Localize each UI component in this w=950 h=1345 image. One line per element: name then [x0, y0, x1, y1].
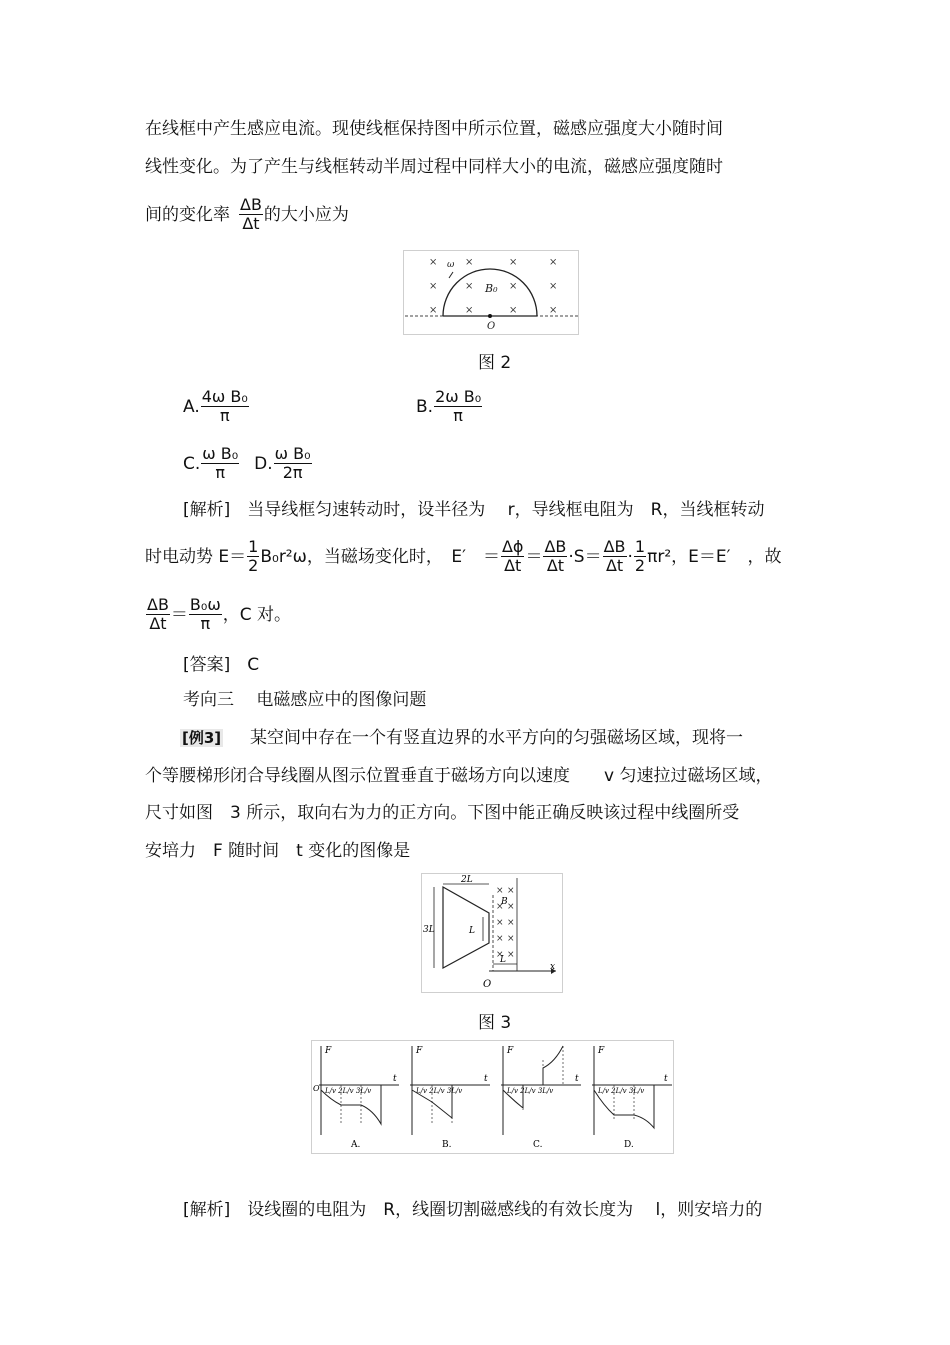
figure-3-caption: 图 3 [478, 1013, 512, 1033]
t-label: t [393, 1074, 397, 1084]
text-span: ＝ [525, 546, 543, 567]
svg-text:×: × [507, 918, 515, 928]
label-b: B [501, 897, 508, 907]
half-fraction [247, 538, 259, 575]
rate-fraction [239, 196, 263, 233]
text-span: ，C 对。 [222, 604, 291, 625]
figure-2-caption: 图 2 [478, 353, 512, 373]
fraction-denominator: π [453, 406, 463, 425]
example-3-line: 安培力 F 随时间 t 变化的图像是 [145, 841, 411, 861]
trapezoid-coil [443, 887, 489, 968]
f-label: F [507, 1046, 514, 1056]
svg-text:×: × [496, 918, 504, 928]
half2-fraction [634, 538, 646, 575]
analysis-2-line: [解析] 设线圈的电阻为 R，线圈切割磁感线的有效长度为 l，则安培力的 [183, 1200, 763, 1220]
fraction-numerator: ΔB [240, 195, 262, 214]
svg-text:×: × [509, 281, 518, 292]
figure-3-diagram [421, 873, 564, 994]
svg-text:×: × [465, 257, 474, 268]
text-span: · [627, 546, 633, 567]
figure-2-diagram [403, 250, 581, 336]
fraction-numerator: 1 [634, 537, 646, 556]
svg-text:×: × [496, 902, 504, 912]
text-span: 时电动势 E＝ [145, 546, 247, 567]
option-a-fraction [201, 388, 249, 425]
option-c-fraction [201, 445, 239, 482]
text-span: 间的变化率 [145, 204, 230, 225]
fraction-numerator: ω B₀ [202, 444, 239, 463]
graphs-border [312, 1041, 674, 1154]
fraction-numerator: ΔB [603, 537, 626, 556]
option-b [416, 388, 483, 425]
fraction-denominator: Δt [242, 214, 260, 233]
option-b-fraction [434, 388, 482, 425]
text-span: πr²，E＝E′ ，故 [647, 546, 782, 567]
svg-text:×: × [507, 902, 515, 912]
svg-text:×: × [429, 305, 438, 316]
fraction-denominator: Δt [605, 556, 624, 575]
f-label: F [598, 1046, 605, 1056]
f-label: F [325, 1046, 332, 1056]
option-c-label: C. [183, 453, 201, 474]
pivot-point [488, 314, 492, 318]
graph-b-label: B. [442, 1140, 452, 1150]
graph-d [592, 1046, 672, 1150]
tick-labels: L/v 2L/v 3L/v [416, 1087, 463, 1095]
svg-text:×: × [507, 886, 515, 896]
graph-b [410, 1046, 490, 1150]
text-line: 线性变化。为了产生与线框转动半周过程中同样大小的电流，磁感应强度随时 [145, 157, 723, 177]
result-fraction-right [189, 596, 222, 633]
fraction-numerator: ΔB [544, 537, 567, 556]
svg-text:×: × [549, 257, 558, 268]
fraction-numerator: ω B₀ [274, 444, 311, 463]
label-2l: 2L [461, 875, 473, 885]
db-fraction [543, 538, 567, 575]
fraction-numerator: 1 [248, 537, 259, 556]
section-title: 考向三 电磁感应中的图像问题 [183, 690, 427, 710]
x-label: x [550, 962, 556, 972]
label-l: L [469, 926, 475, 936]
fraction-numerator: 2ω B₀ [435, 387, 482, 406]
option-d-fraction [274, 445, 312, 482]
option-a-label: A. [183, 396, 200, 417]
option-a [183, 388, 250, 425]
fraction-numerator: Δϕ [501, 537, 524, 556]
tick-labels: L/v 2L/v 3L/v [507, 1087, 554, 1095]
graph-a [313, 1046, 399, 1150]
fraction-denominator: Δt [149, 614, 167, 633]
fraction-numerator: ΔB [147, 595, 169, 614]
label-l2: L [500, 955, 506, 965]
tick-labels: L/v 2L/v 3L/v [598, 1087, 645, 1095]
svg-text:×: × [429, 281, 438, 292]
o-label: O [313, 1084, 320, 1093]
graph-c-label: C. [533, 1140, 543, 1150]
svg-text:×: × [429, 257, 438, 268]
analysis-line [145, 596, 291, 633]
text-span: 某空间中存在一个有竖直边界的水平方向的匀强磁场区域，现将一 [249, 728, 743, 748]
example-3-tag: [例3] [182, 729, 222, 747]
o-label: O [483, 979, 492, 990]
example-3-line [180, 728, 743, 748]
answer-1: [答案] C [183, 655, 260, 675]
fraction-denominator: Δt [546, 556, 565, 575]
text-line: 在线框中产生感应电流。现使线框保持图中所示位置，磁感应强度大小随时间 [145, 119, 723, 139]
analysis-line [145, 538, 782, 575]
t-label: t [664, 1074, 668, 1084]
svg-text:×: × [496, 886, 504, 896]
o-label: O [487, 321, 496, 332]
text-span: ＝ [170, 604, 188, 625]
fraction-numerator: 4ω B₀ [201, 387, 248, 406]
fraction-numerator: B₀ω [189, 595, 221, 614]
graph-c [501, 1046, 581, 1150]
svg-text:×: × [507, 934, 515, 944]
f-label: F [416, 1046, 423, 1056]
text-span: 的大小应为 [263, 204, 349, 225]
label-3l: 3L [423, 925, 435, 935]
svg-text:×: × [549, 305, 558, 316]
svg-text:×: × [509, 257, 518, 268]
example-3-line: 尺寸如图 3 所示，取向右为力的正方向。下图中能正确反映该过程中线圈所受 [145, 803, 740, 823]
svg-text:×: × [549, 281, 558, 292]
example-3-line: 个等腰梯形闭合导线圈从图示位置垂直于磁场方向以速度 v 匀速拉过磁场区域， [145, 766, 773, 786]
fraction-denominator: π [215, 463, 226, 482]
b0-label: B₀ [485, 282, 498, 295]
db2-fraction [603, 538, 627, 575]
t-label: t [575, 1074, 579, 1084]
svg-text:×: × [507, 950, 515, 960]
dphi-fraction [501, 538, 525, 575]
text-span: B₀r²ω，当磁场变化时， E′ ＝ [260, 546, 500, 567]
option-b-label: B. [416, 396, 434, 417]
option-graphs [311, 1040, 675, 1155]
tick-labels: L/v 2L/v 3L/v [325, 1087, 372, 1095]
svg-text:×: × [465, 281, 474, 292]
analysis-line: [解析] 当导线框匀速转动时，设半径为 r，导线框电阻为 R，当线框转动 [183, 500, 765, 520]
graph-a-label: A. [351, 1140, 361, 1150]
t-label: t [484, 1074, 488, 1084]
fraction-denominator: π [219, 406, 230, 425]
svg-text:×: × [496, 934, 504, 944]
fraction-denominator: 2π [282, 463, 303, 482]
option-c [183, 445, 313, 482]
svg-text:×: × [465, 305, 474, 316]
fraction-denominator: Δt [504, 556, 522, 575]
text-span: ·S＝ [568, 546, 602, 567]
svg-text:×: × [496, 950, 504, 960]
option-d-label: D. [254, 453, 273, 474]
rotation-arrow [449, 272, 453, 278]
omega-label: ω [447, 260, 455, 270]
fraction-denominator: 2 [634, 556, 646, 575]
result-fraction-left [146, 596, 170, 633]
fraction-denominator: π [200, 614, 211, 633]
fraction-denominator: 2 [248, 556, 259, 575]
text-line [145, 196, 349, 233]
svg-text:×: × [509, 305, 518, 316]
graph-d-label: D. [624, 1140, 634, 1150]
